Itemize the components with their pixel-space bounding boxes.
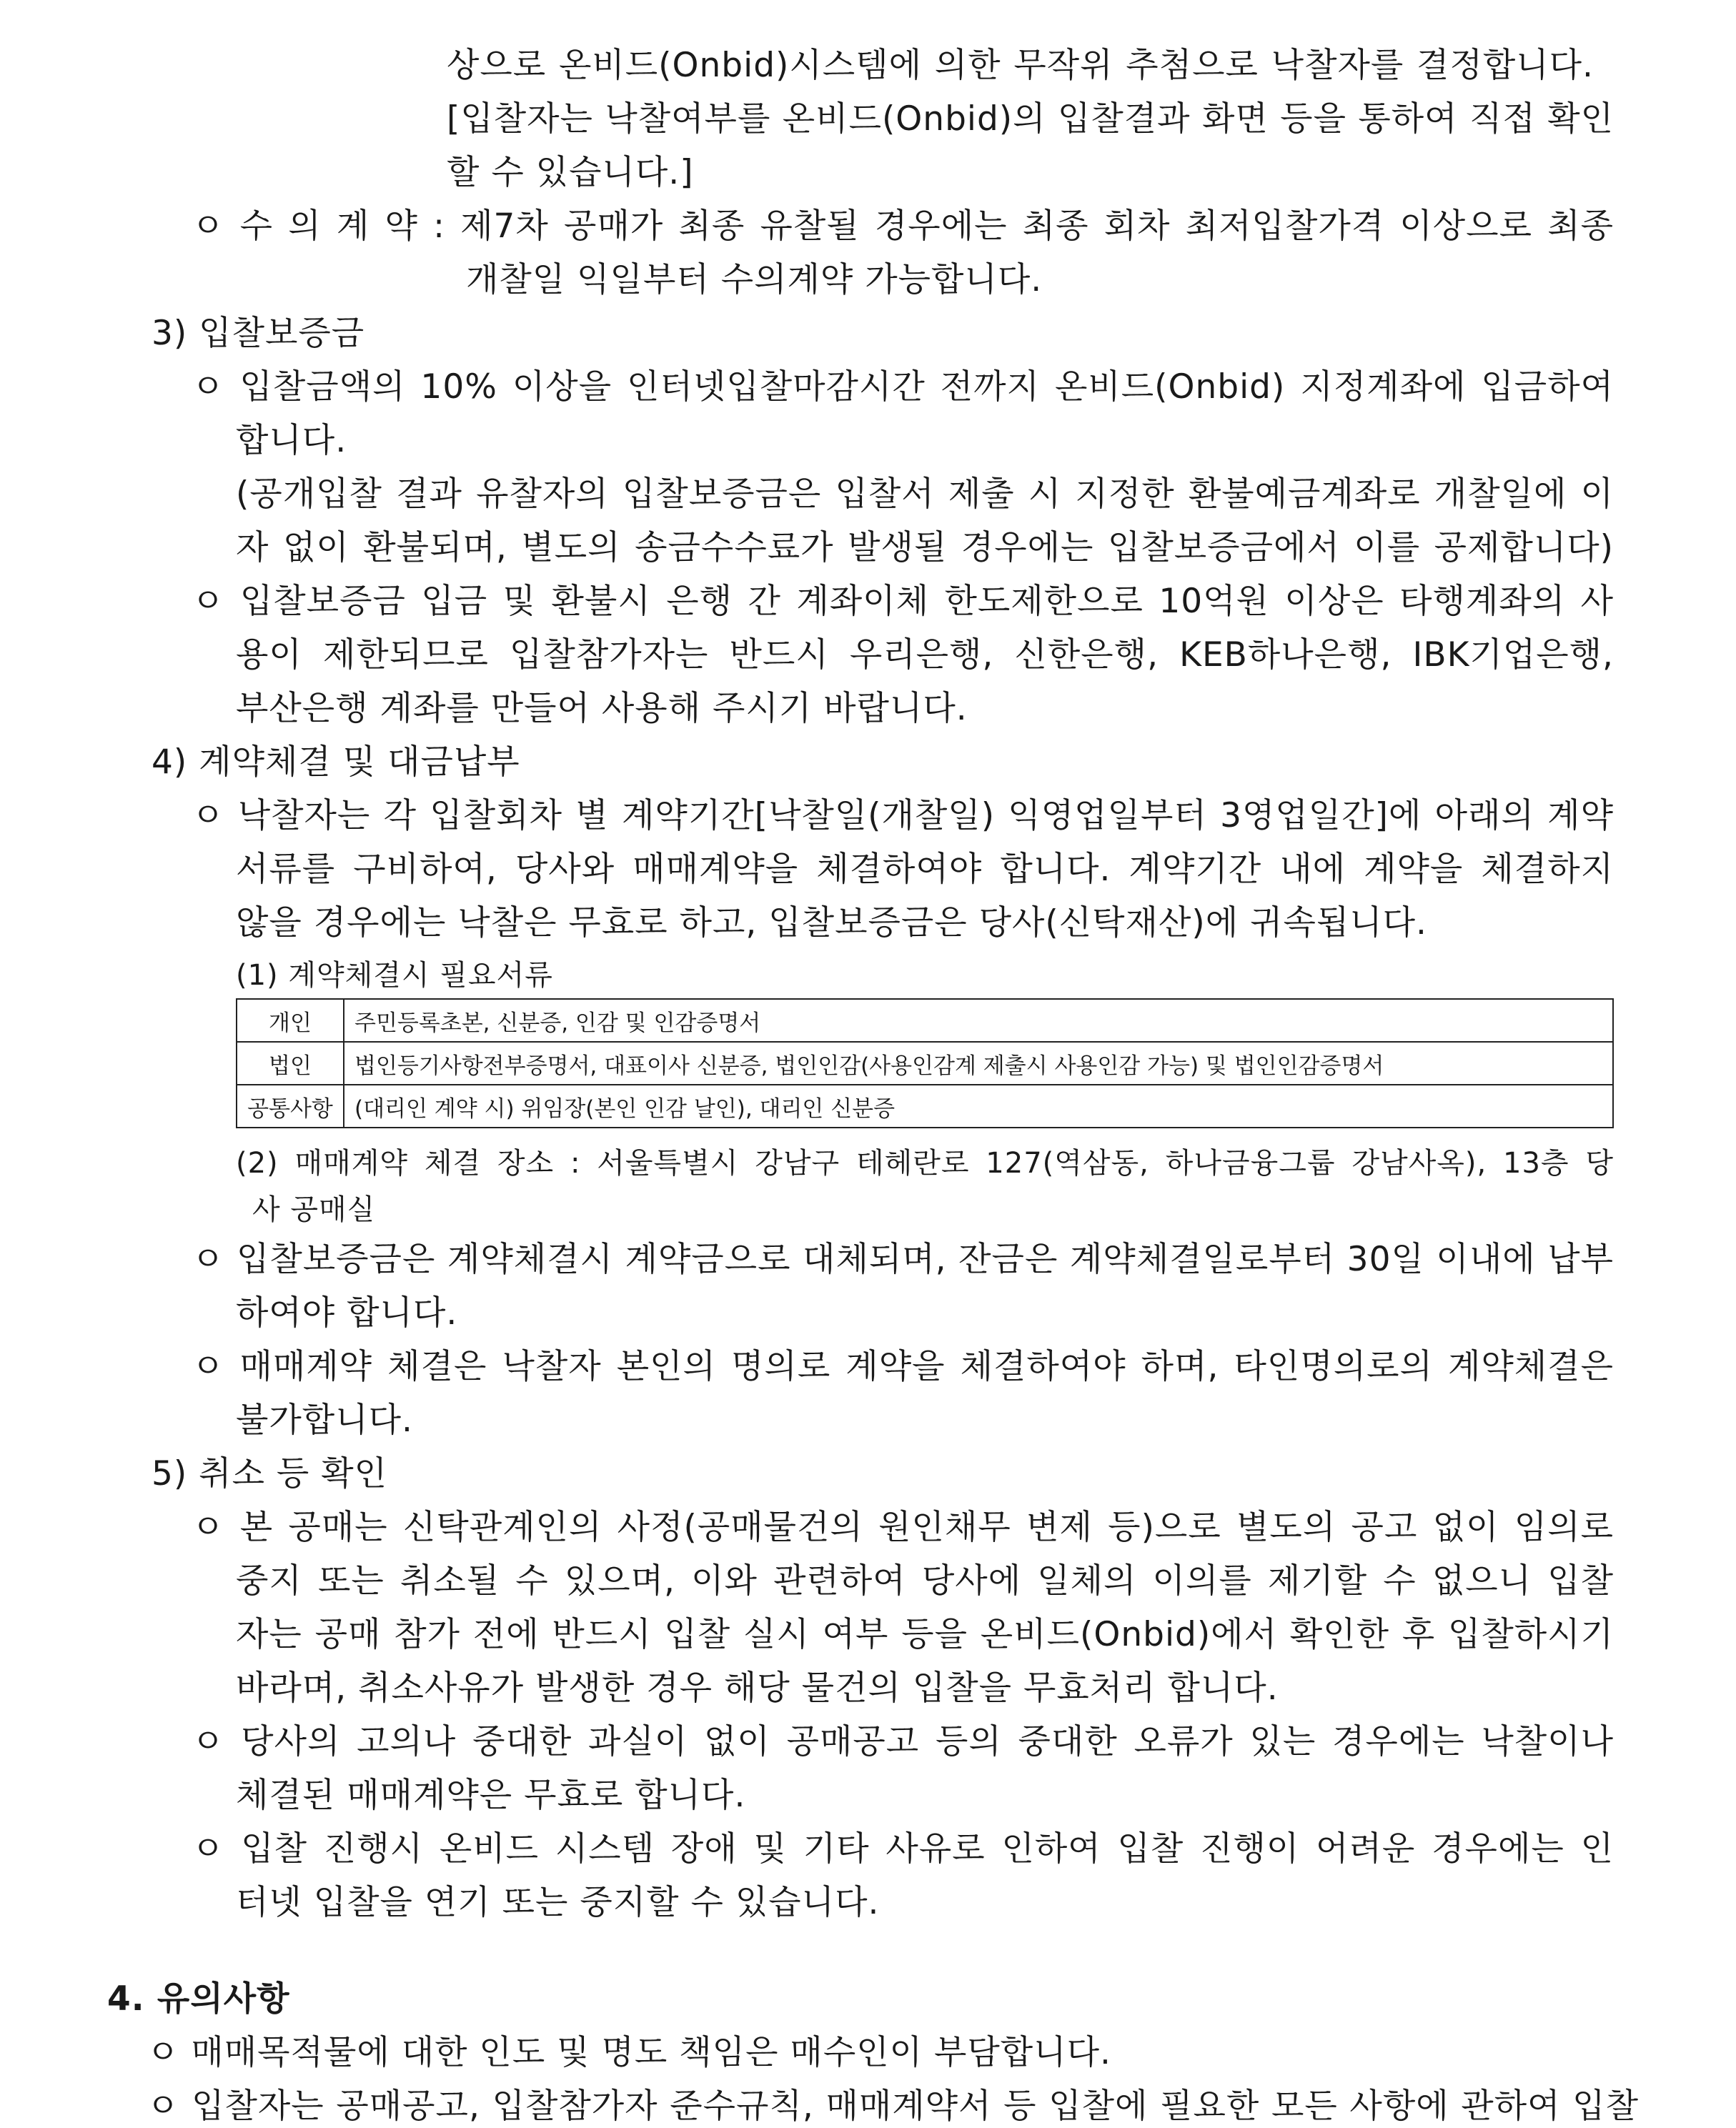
text-line: 중지 또는 취소될 수 있으며, 이와 관련하여 당사에 일체의 이의를 제기할 수 없으니 입찰 bbox=[236, 1561, 1614, 1601]
bullet-item: ㅇ 입찰보증금 입금 및 환불시 은행 간 계좌이체 한도제한으로 10억원 이상은 타행계좌의 사 bbox=[192, 582, 1614, 621]
bullet-item: ㅇ 본 공매는 신탁관계인의 사정(공매물건의 원인채무 변제 등)으로 별도의 공고 없이 임의로 bbox=[192, 1508, 1614, 1547]
table-cell-text: (대리인 계약 시) 위임장(본인 인감 날인), 대리인 신분증 bbox=[344, 1085, 1613, 1128]
text-line: 합니다. bbox=[236, 421, 347, 460]
text-line: 바라며, 취소사유가 발생한 경우 해당 물건의 입찰을 무효처리 합니다. bbox=[236, 1669, 1279, 1708]
bullet-item: ㅇ 수 의 계 약 : 제7차 공매가 최종 유찰될 경우에는 최종 회차 최저입찰가격 이상으로 최종 bbox=[192, 207, 1614, 246]
text-line: 않을 경우에는 낙찰은 무효로 하고, 입찰보증금은 당사(신탁재산)에 귀속됩니다. bbox=[236, 903, 1427, 943]
required-documents-table bbox=[236, 998, 1614, 1128]
table-row bbox=[237, 1042, 1613, 1085]
table-cell-text: 법인등기사항전부증명서, 대표이사 신분증, 법인인감(사용인감계 제출시 사용인감 가능) 및 법인인감증명서 bbox=[344, 1042, 1613, 1085]
text-line: [입찰자는 낙찰여부를 온비드(Onbid)의 입찰결과 화면 등을 통하여 직접 확인 bbox=[447, 99, 1614, 139]
table-cell-label: 법인 bbox=[237, 1042, 344, 1085]
bullet-item: ㅇ 입찰 진행시 온비드 시스템 장애 및 기타 사유로 인하여 입찰 진행이 어려운 경우에는 인 bbox=[192, 1829, 1614, 1869]
text-line: 터넷 입찰을 연기 또는 중지할 수 있습니다. bbox=[236, 1883, 880, 1922]
table-cell-label: 개인 bbox=[237, 999, 344, 1042]
text-line: 자 없이 환불되며, 별도의 송금수수료가 발생될 경우에는 입찰보증금에서 이를 공제합니다) bbox=[236, 528, 1614, 567]
bullet-item: ㅇ 낙찰자는 각 입찰회차 별 계약기간[낙찰일(개찰일) 익영업일부터 3영업일간]에 아래의 계약 bbox=[192, 796, 1614, 835]
text-line: 체결된 매매계약은 무효로 합니다. bbox=[236, 1776, 746, 1815]
text-line: 하여야 합니다. bbox=[236, 1293, 458, 1333]
bullet-item: ㅇ 입찰보증금은 계약체결시 계약금으로 대체되며, 잔금은 계약체결일로부터 30일 이내에 납부 bbox=[192, 1240, 1614, 1279]
table-cell-text: 주민등록초본, 신분증, 인감 및 인감증명서 bbox=[344, 999, 1613, 1042]
text-line: (2) 매매계약 체결 장소 : 서울특별시 강남구 테헤란로 127(역삼동, 하나금융그룹 강남사옥), 13층 당 bbox=[236, 1147, 1614, 1180]
bullet-item: ㅇ 입찰금액의 10% 이상을 인터넷입찰마감시간 전까지 온비드(Onbid) 지정계좌에 입금하여 bbox=[192, 367, 1614, 407]
text-line: 용이 제한되므로 입찰참가자는 반드시 우리은행, 신한은행, KEB하나은행, IBK기업은행, bbox=[236, 635, 1614, 675]
text-line: 서류를 구비하여, 당사와 매매계약을 체결하여야 합니다. 계약기간 내에 계약을 체결하지 bbox=[236, 850, 1614, 889]
section-heading: 5) 취소 등 확인 bbox=[152, 1454, 388, 1493]
bullet-item: ㅇ 매매목적물에 대한 인도 및 명도 책임은 매수인이 부담합니다. bbox=[147, 2033, 1111, 2072]
text-line: 할 수 있습니다.] bbox=[447, 153, 694, 192]
section-heading: 4) 계약체결 및 대금납부 bbox=[152, 742, 520, 782]
text-line: 부산은행 계좌를 만들어 사용해 주시기 바랍니다. bbox=[236, 689, 968, 728]
section-title: 4. 유의사항 bbox=[107, 1979, 290, 2019]
text-line: 개찰일 익일부터 수의계약 가능합니다. bbox=[466, 260, 1043, 299]
text-line: 불가합니다. bbox=[236, 1401, 413, 1440]
table-row bbox=[237, 1085, 1613, 1128]
text-line: (공개입찰 결과 유찰자의 입찰보증금은 입찰서 제출 시 지정한 환불예금계좌로 개찰일에 이 bbox=[236, 474, 1614, 514]
bullet-item: ㅇ 매매계약 체결은 낙찰자 본인의 명의로 계약을 체결하여야 하며, 타인명의로의 계약체결은 bbox=[192, 1347, 1614, 1386]
text-line: 상으로 온비드(Onbid)시스템에 의한 무작위 추첨으로 낙찰자를 결정합니다. bbox=[447, 46, 1594, 85]
bullet-item: ㅇ 입찰자는 공매공고, 입찰참가자 준수규칙, 매매계약서 등 입찰에 필요한 모든 사항에 관하여 입찰 bbox=[147, 2087, 1639, 2126]
text-line: 자는 공매 참가 전에 반드시 입찰 실시 여부 등을 온비드(Onbid)에서 확인한 후 입찰하시기 bbox=[236, 1615, 1614, 1654]
table-cell-label: 공통사항 bbox=[237, 1085, 344, 1128]
text-line: 사 공매실 bbox=[252, 1193, 376, 1226]
sub-heading: (1) 계약체결시 필요서류 bbox=[236, 959, 553, 992]
bullet-item: ㅇ 당사의 고의나 중대한 과실이 없이 공매공고 등의 중대한 오류가 있는 경우에는 낙찰이나 bbox=[192, 1722, 1614, 1761]
table-row bbox=[237, 999, 1613, 1042]
section-heading: 3) 입찰보증금 bbox=[152, 314, 365, 353]
